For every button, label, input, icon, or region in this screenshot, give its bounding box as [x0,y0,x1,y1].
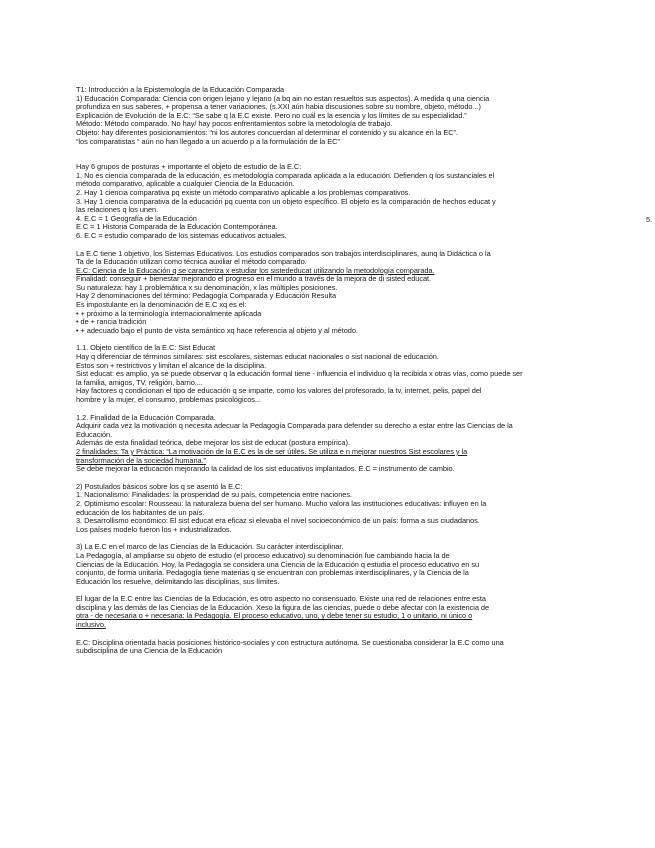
section-objective [76,250,584,336]
paragraph-line: Finalidad: conseguir + bienestar mejorando el progreso en el mundo a través de la mejora de di sisted educat. [76,275,432,284]
paragraph-line: 3. Hay 1 ciencia comparativa de la educación pq cuenta con un objeto específico. El objeto es la comparación de hechos educat y [76,197,496,206]
paragraph-line: Se debe mejorar la educación mejorando la calidad de los sist educativos implantados. E.C = instrumento de cambio. [76,465,455,474]
section-1-2 [76,414,584,474]
bullet-line: • + próximo a la terminología internacionalmente aplicada [76,309,262,318]
bullet-line: • de + rancia tradición [76,318,147,327]
paragraph-line: E.C: Disciplina orientada hacia posiciones histórico-sociales y con estructura autónoma. Se cuestionaba considerar la E.C como una [76,638,504,647]
paragraph-line: Los países modelo fueron los + industrializados. [76,525,232,534]
paragraph-line: La E.C tiene 1 objetivo, los Sistemas Educativos. Los estudios comparados son trabajos interdisciplinares, aunq la Didáctica o la [76,249,491,258]
paragraph-line: hombre y la mujer, el consumo, problemas psicológicos... [76,396,261,404]
paragraph-line: Su naturaleza: hay 1 problemática x su denominación, x las múltiples posiciones. [76,283,338,292]
paragraph-line: 2. Hay 1 ciencia comparativa pq existe un método comparativo aplicable a los problemas comparativos. [76,188,411,197]
paragraph-line: Explicación de Evolución de la E.C: “Se sabe q la E.C existe. Pero no cuál es la esencia y los límites de su especialidad.” [76,111,467,120]
paragraph-line: 1) Educación Comparada: Ciencia con origen lejano y lejano (a bq ain no estan resueltos sus aspectos). A medida q una ciencia [76,94,490,103]
paragraph-line: Sist educat: es amplio, ya se puede observar q la educación formal tiene - influencia el individuo q la recibida x otras vías, como puede ser [76,370,523,379]
section-1-1 [76,344,584,404]
section-closing [76,639,584,656]
paragraph-line: método comparativo, aplicable a cualquier Ciencia de la Educación. [76,180,295,189]
paragraph-line: Ciencias de la Educación. Hoy, la Pedagogía se considera una Ciencia de la Educación q estudia el proceso educativo en su [76,560,480,569]
paragraph-line: Objeto: hay diferentes posicionamientos: “ni los autores concuerdan al determinar el contenido y su alcance en la EC”. [76,128,458,137]
bullet-line: • + adecuado bajo el punto de vista semántico xq hace referencia al objeto y al método. [76,326,358,335]
subheading: 1.2. Finalidad de la Educación Comparada. [76,413,216,422]
paragraph-line: Es impostulante en la denominación de E.C xq es el: [76,301,247,310]
paragraph-line: Adquirir cada vez la motivación q necesita adecuar la Pedagogía Comparada para defender su derecho a estar entre las Ciencias de la [76,422,513,431]
paragraph-line: E.C = 1 Historia Comparada de la Educación Contemporánea. [76,223,278,232]
paragraph-line: disciplina y las demás de las Ciencias de la Educación. Xeso la figura de las ciencias, puede o debe afectar con la existencia de [76,603,490,612]
paragraph-line: Hay factores q condicionan el tipo de educación q se imparte, como los valores del profesorado, la tv, internet, pelis, papel del [76,387,482,396]
quote-line: transformación de la sociedad humana.” [76,456,206,465]
section-2 [76,483,584,535]
section-place [76,595,584,629]
paragraph-line: conjunto, de forma unitaria. Pedagogía tiene materias q se encuentran con problemas interdisciplinares, y la Ciencia de la [76,569,469,578]
paragraph-line: Método: Método comparado. No hay/ hay pocos enfrentamientos sobre la metodología de trabajo. [76,120,393,129]
definition-line: E.C: Ciencia de la Educación q se caracteriza x estudiar los sistededucat utilizando la metodología comparada. [76,266,435,275]
paragraph-line: Hay 2 denominaciones del término: Pedagogía Comparada y Educación Resulta [76,292,337,301]
paragraph-line: educación de los habitantes de un país. [76,508,205,517]
margin-number: 5. [646,214,653,224]
paragraph-line: Estos son + restrictivos y limitan el alcance de la disciplina. [76,361,267,370]
paragraph-line: 6. E.C = estudio comparado de los sistemas educativos actuales. [76,231,287,240]
paragraph-line: subdisciplina de una Ciencia de la Educación [76,647,223,656]
paragraph-line: 2. Optimismo escolar: Rousseau: la naturaleza buena del ser humano. Mucho valora las instituciones educativas: influyen en la [76,499,487,508]
paragraph-line: Además de esta finalidad teórica, debe mejorar los sist de educat (postura empírica). [76,439,350,448]
paragraph-line: Ta de la Educación utilizan como técnica auxiliar el método comparado. [76,258,307,267]
paragraph-line: otra - de necesaria o + necesaria: la Pedagogía. El proceso educativo, uno, y debe tener su estudio, 1 o unitario, ni único o [76,612,473,621]
section-intro [76,86,584,146]
paragraph-line: La Pedagogía, al ampliarse su objeto de estudio (el proceso educativo) su denominación fue cambiando hacia la de [76,551,450,560]
section-postures [76,163,653,240]
paragraph-line: Hay q diferenciar de términos similares: sist escolares, sistemas educat nacionales o sist nacional de educación. [76,353,439,362]
paragraph-line: “los comparatistas “ aún no han llegado a un acuerdo p a la formulación de la EC” [76,137,340,146]
paragraph-line: El lugar de la E.C entre las Ciencias de la Educación, es otro aspecto no consensuado. Existe una red de relaciones entre esta [76,595,486,604]
paragraph-line: Hay 6 grupos de posturas + importante el objeto de estudio de la E.C: [76,163,302,172]
paragraph-line: las relaciones q los unen. [76,206,159,215]
paragraph-line: la familia, amigos, TV, religión, barrio.... [76,378,203,387]
heading-t1: T1: Introducción a la Epistemología de la Educación Comparada [76,86,285,94]
paragraph-line: 4. E.C = 1 Geografía de la Educación [76,214,197,223]
paragraph-line: 1. No es ciencia comparada de la educación, es metodología comparada aplicada a la educación. Defienden q los sustanciales el [76,171,495,180]
paragraph-line: inclusivo. [76,621,106,630]
quote-line: 2 finalidades: Ta y Práctica: “La motivación de la E.C es la de ser útiles. Se utiliza e n mejorar nuestros Sist escolares y la [76,447,468,456]
document-page [76,86,653,656]
section-3 [76,543,584,586]
paragraph-line: 3. Desarrollismo económico: El sist educat era eficaz si elevaba el nivel socioeconómico de un país: forma a sus ciudadanos. [76,517,480,526]
subheading: 1.1. Objeto científico de la E.C: Sist Educat [76,344,216,353]
subheading: 2) Postulados básicos sobre los q se asentó la E.C: [76,482,243,491]
paragraph-line: profundiza en sus saberes, + propensa a tener variaciones, (s.XXI aún habia discusiones sobre su nombre, objeto, método...) [76,103,481,112]
paragraph-line: Educación los resuelve, delimitando las disciplinas, sus límites. [76,577,280,586]
paragraph-line: 1. Nacionalismo: Finalidades: la prosperidad de su país, competencia entre naciones. [76,491,352,500]
subheading: 3) La E.C en el marco de las Ciencias de la Educación. Su carácter interdisciplinar. [76,543,344,552]
paragraph-line: Educación. [76,430,113,439]
